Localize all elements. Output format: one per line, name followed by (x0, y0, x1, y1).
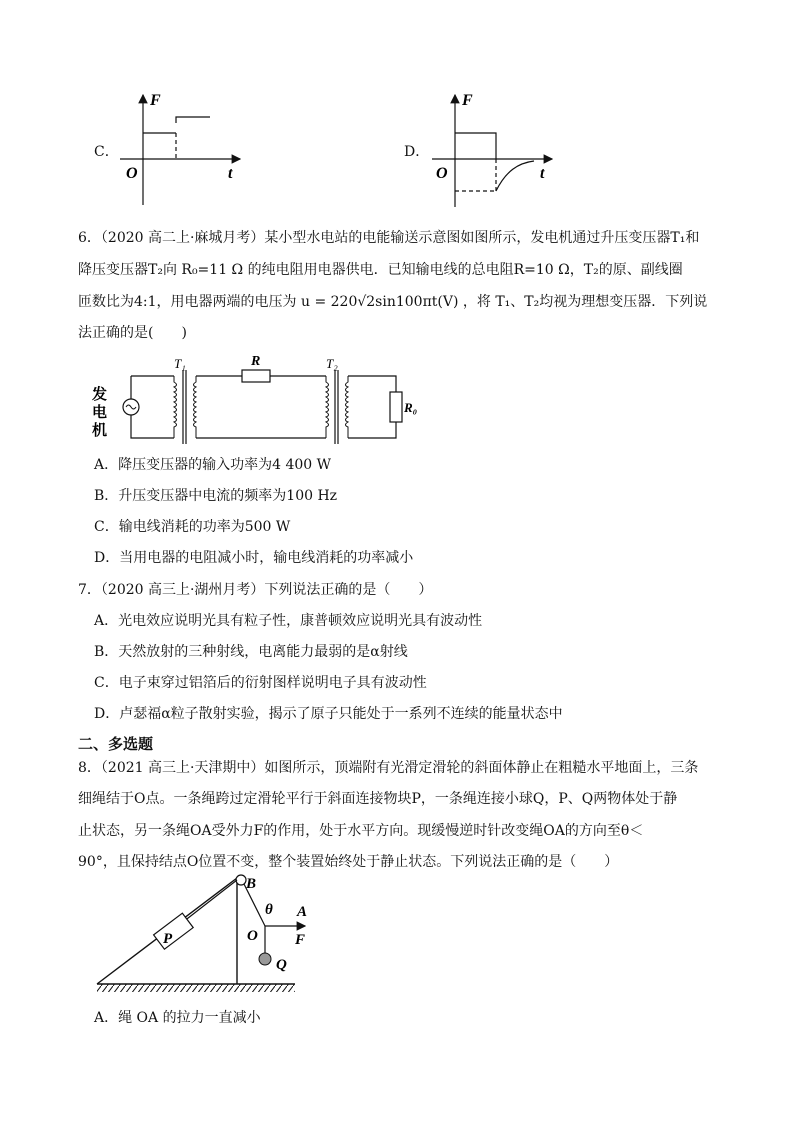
q8-line-4: 90°，且保持结点O位置不变，整个装置始终处于静止状态。下列说法正确的是（ ） (78, 854, 619, 870)
q6-option-c: C．输电线消耗的功率为500 W (94, 519, 291, 535)
incline-figure (95, 874, 335, 1002)
svg-text:θ: θ (265, 902, 273, 918)
q7-stem: 7．（2020 高三上·湖州月考）下列说法正确的是（ ） (78, 582, 433, 598)
svg-text:P: P (163, 931, 173, 947)
svg-text:O: O (436, 165, 448, 182)
svg-text:t: t (540, 165, 545, 182)
svg-text:T₁: T₁ (174, 356, 186, 371)
svg-text:T₂: T₂ (326, 356, 338, 371)
svg-text:B: B (246, 876, 257, 892)
origin-label: O (126, 165, 138, 182)
svg-text:O: O (247, 928, 258, 944)
q6-option-b: B．升压变压器中电流的频率为100 Hz (94, 488, 338, 504)
svg-text:Q: Q (276, 957, 287, 973)
svg-text:A: A (297, 904, 308, 920)
svg-text:F: F (462, 92, 473, 109)
svg-text:R: R (251, 354, 261, 369)
resistor-r (242, 370, 270, 382)
option-c-label: C． (94, 144, 119, 160)
q6-option-d: D．当用电器的电阻减小时，输电线消耗的功率减小 (94, 550, 414, 566)
svg-text:电: 电 (92, 405, 108, 421)
svg-text:F: F (295, 932, 306, 948)
q6-line-3: 匝数比为4:1，用电器两端的电压为 u = 220√2sin100πt(V) ，将 T₁、T₂均视为理想变压器．下列说 (78, 294, 708, 310)
option-d-label: D． (404, 144, 430, 160)
pulley (236, 875, 246, 885)
axis-label-f: F (150, 92, 161, 109)
svg-text:发: 发 (92, 387, 108, 403)
circuit-diagram (88, 352, 428, 444)
section-title: 二、多选题 (78, 735, 154, 753)
svg-text:机: 机 (92, 423, 108, 439)
graph-c (110, 85, 260, 210)
q6-line-1: 6．（2020 高二上·麻城月考）某小型水电站的电能输送示意图如图所示，发电机通过升压变压器T₁和 (78, 230, 700, 246)
q8-line-1: 8．（2021 高三上·天津期中）如图所示，顶端附有光滑定滑轮的斜面体静止在粗糙水平地面上，三条 (78, 760, 699, 776)
q8-option-a: A．绳 OA 的拉力一直减小 (94, 1010, 261, 1026)
q8-line-3: 止状态，另一条绳OA受外力F的作用，处于水平方向。现缓慢逆时针改变绳OA的方向至θ＜ (78, 823, 644, 839)
ball-q (259, 953, 271, 965)
q7-option-c: C．电子束穿过铝箔后的衍射图样说明电子具有波动性 (94, 675, 427, 691)
resistor-r0 (390, 392, 402, 422)
q7-option-a: A．光电效应说明光具有粒子性，康普顿效应说明光具有波动性 (94, 613, 483, 629)
q6-option-a: A．降压变压器的输入功率为4 400 W (94, 457, 332, 473)
q7-option-d: D．卢瑟福α粒子散射实验，揭示了原子只能处于一系列不连续的能量状态中 (94, 706, 563, 722)
q8-line-2: 细绳结于O点。一条绳跨过定滑轮平行于斜面连接物块P，一条绳连接小球Q，P、Q两物体处于静 (78, 791, 678, 807)
graph-d (422, 85, 572, 210)
q6-line-2: 降压变压器T₂向 R₀=11 Ω 的纯电阻用电器供电．已知输电线的总电阻R=10 Ω，T₂的原、副线圈 (78, 262, 683, 278)
q7-option-b: B．天然放射的三种射线，电离能力最弱的是α射线 (94, 644, 408, 660)
svg-text:R₀: R₀ (404, 400, 418, 415)
q6-line-4: 法正确的是( ) (78, 325, 187, 341)
axis-label-t: t (228, 165, 233, 182)
